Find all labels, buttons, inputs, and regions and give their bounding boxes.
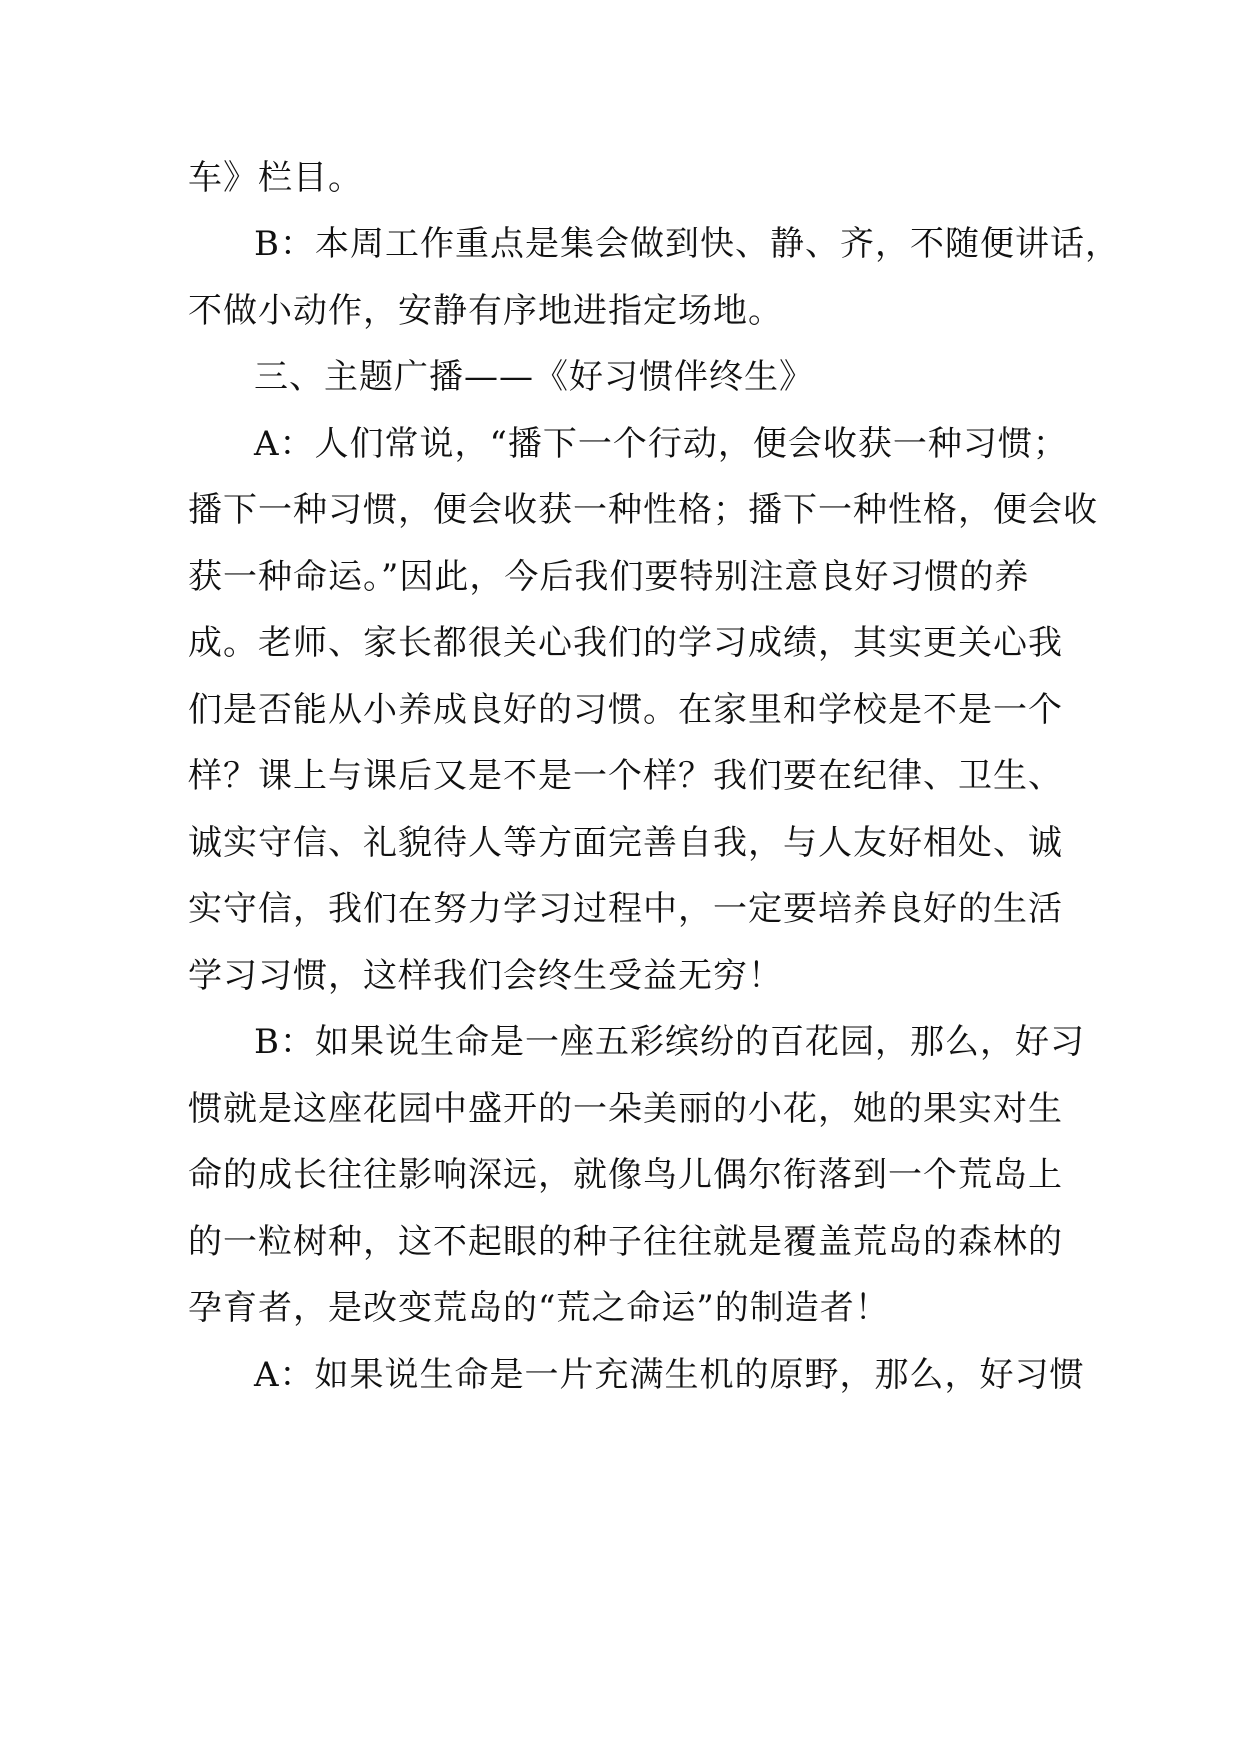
text-line-12: 实守信，我们在努力学习过程中，一定要培养良好的生活 [188,889,1063,929]
text-line-13: 学习习惯，这样我们会终生受益无穷！ [188,956,783,996]
text-line-5: A：人们常说，“播下一个行动，便会收获一种习惯； [254,424,1068,464]
section-heading: 三、主题广播——《好习惯伴终生》 [254,357,814,397]
text-line-16: 命的成长往往影响深远，就像鸟儿偶尔衔落到一个荒岛上 [188,1155,1063,1195]
text-line-6: 播下一种习惯，便会收获一种性格；播下一种性格，便会收 [188,490,1098,530]
text-line-1: 车》栏目。 [188,158,363,198]
text-line-8: 成。老师、家长都很关心我们的学习成绩，其实更关心我 [188,623,1063,663]
text-line-17: 的一粒树种，这不起眼的种子往往就是覆盖荒岛的森林的 [188,1222,1063,1262]
text-line-10: 样？课上与课后又是不是一个样？我们要在纪律、卫生、 [188,756,1063,796]
text-line-2: B：本周工作重点是集会做到快、静、齐，不随便讲话， [254,224,1120,264]
text-line-18: 孕育者，是改变荒岛的“荒之命运”的制造者！ [188,1288,890,1328]
text-line-11: 诚实守信、礼貌待人等方面完善自我，与人友好相处、诚 [188,823,1063,863]
text-line-19: A：如果说生命是一片充满生机的原野，那么，好习惯 [254,1355,1085,1395]
text-line-15: 惯就是这座花园中盛开的一朵美丽的小花，她的果实对生 [188,1089,1063,1129]
text-line-9: 们是否能从小养成良好的习惯。在家里和学校是不是一个 [188,690,1063,730]
text-line-3: 不做小动作，安静有序地进指定场地。 [188,291,783,331]
text-line-14: B：如果说生命是一座五彩缤纷的百花园，那么，好习 [254,1022,1085,1062]
text-line-7: 获一种命运。”因此，今后我们要特别注意良好习惯的养 [188,557,1030,597]
